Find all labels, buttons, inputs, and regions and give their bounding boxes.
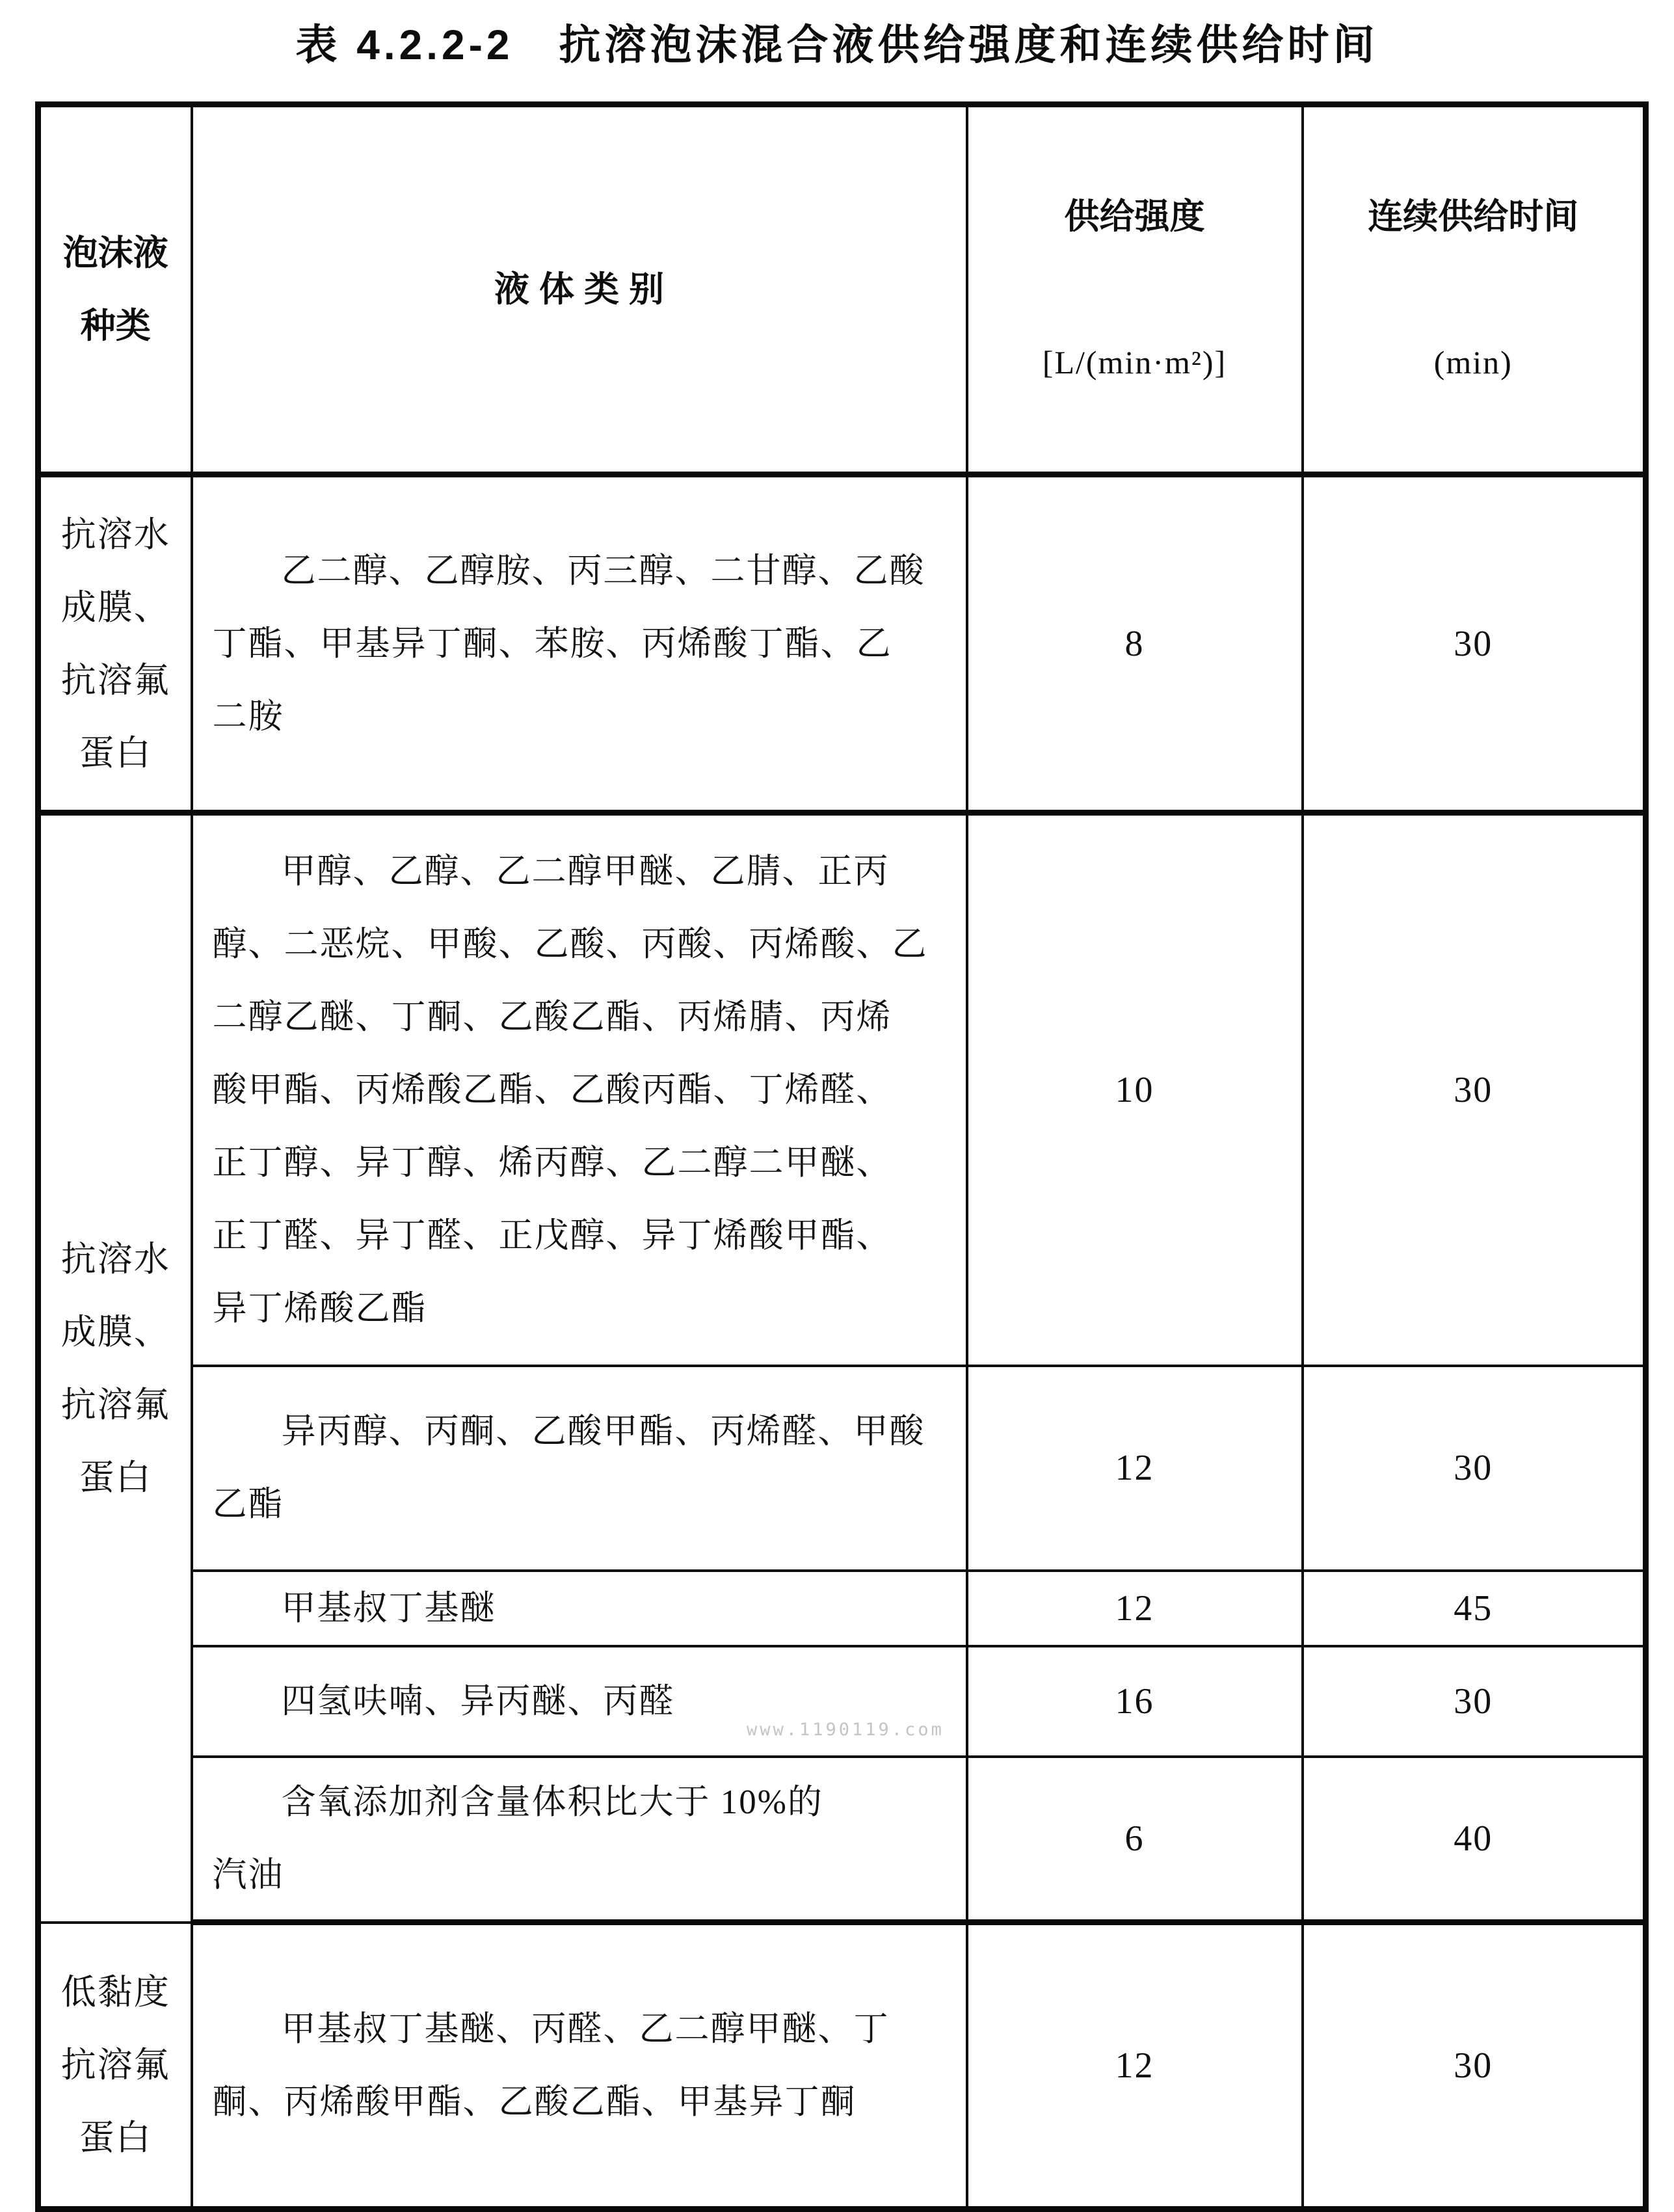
table-row — [38, 1646, 1646, 1757]
cell-supply-duration: 30 — [1303, 813, 1646, 1366]
cell-supply-intensity: 10 — [967, 813, 1303, 1366]
watermark-text: www.1190119.com — [747, 1720, 944, 1740]
cell-supply-intensity: 12 — [967, 1366, 1303, 1571]
cell-liquid-list: 四氢呋喃、异丙醚、丙醛 — [192, 1646, 967, 1757]
header-supply-duration-title: 连续供给时间 — [1368, 197, 1579, 236]
cell-supply-duration: 30 — [1303, 1366, 1646, 1571]
table-row — [38, 813, 1646, 1366]
cell-liquid-list: 异丙醇、丙酮、乙酸甲酯、丙烯醛、甲酸 乙酯 — [192, 1366, 967, 1571]
cell-liquid-list: 含氧添加剂含量体积比大于 10%的 汽油 — [192, 1757, 967, 1923]
table-row — [38, 1923, 1646, 2209]
header-supply-intensity — [967, 105, 1303, 475]
cell-supply-intensity: 16 — [967, 1646, 1303, 1757]
header-liquid-category: 液 体 类 别 — [192, 105, 967, 475]
header-supply-duration-unit: (min) — [1433, 344, 1513, 380]
cell-supply-intensity: 8 — [967, 475, 1303, 813]
cell-foam-type-s1: 抗溶水 成膜、 抗溶氟 蛋白 — [38, 475, 192, 813]
cell-foam-type-s2: 抗溶水 成膜、 抗溶氟 蛋白 — [38, 813, 192, 1923]
cell-supply-intensity: 12 — [967, 1571, 1303, 1646]
table-row — [38, 1366, 1646, 1571]
cell-supply-duration: 30 — [1303, 475, 1646, 813]
header-foam-type: 泡沫液 种类 — [38, 105, 192, 475]
cell-supply-intensity: 6 — [967, 1757, 1303, 1923]
cell-liquid-list: 甲基叔丁基醚 — [192, 1571, 967, 1646]
cell-supply-duration: 45 — [1303, 1571, 1646, 1646]
table-title: 表 4.2.2-2 抗溶泡沫混合液供给强度和连续供给时间 — [295, 21, 1379, 68]
table-row — [38, 1757, 1646, 1923]
table-row — [38, 475, 1646, 813]
foam-supply-table — [35, 101, 1649, 2212]
cell-foam-type-s3: 低黏度 抗溶氟 蛋白 — [38, 1923, 192, 2209]
cell-supply-intensity: 12 — [967, 1923, 1303, 2209]
header-supply-intensity-unit: [L/(min·m²)] — [1042, 344, 1227, 380]
cell-supply-duration: 30 — [1303, 1646, 1646, 1757]
cell-supply-duration: 30 — [1303, 1923, 1646, 2209]
cell-liquid-list: 乙二醇、乙醇胺、丙三醇、二甘醇、乙酸 丁酯、甲基异丁酮、苯胺、丙烯酸丁酯、乙 二胺 — [192, 475, 967, 813]
table-row — [38, 1571, 1646, 1646]
cell-liquid-list: 甲醇、乙醇、乙二醇甲醚、乙腈、正丙 醇、二恶烷、甲酸、乙酸、丙酸、丙烯酸、乙 二醇乙醚、丁酮、乙酸乙酯、丙烯腈、丙烯 酸甲酯、丙烯酸乙酯、乙酸丙酯、丁烯醛、 正丁醇、异丁醇、烯丙醇、乙二醇二甲醚、 正丁醛、异丁醛、正戊醇、异丁烯酸甲酯、 异丁烯酸乙酯 — [192, 813, 967, 1366]
cell-supply-duration: 40 — [1303, 1757, 1646, 1923]
header-supply-intensity-title: 供给强度 — [1064, 197, 1205, 236]
table-header-row — [38, 105, 1646, 475]
cell-liquid-list: 甲基叔丁基醚、丙醛、乙二醇甲醚、丁 酮、丙烯酸甲酯、乙酸乙酯、甲基异丁酮 — [192, 1923, 967, 2209]
header-supply-duration — [1303, 105, 1646, 475]
